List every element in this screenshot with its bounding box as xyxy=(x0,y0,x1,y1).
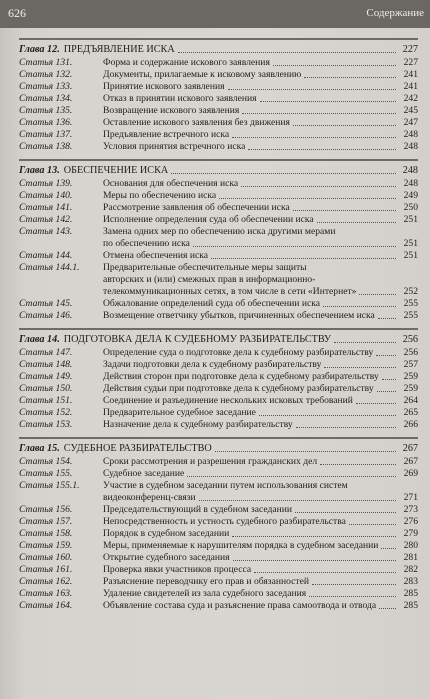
dot-leader xyxy=(193,244,396,247)
toc-entry xyxy=(19,57,418,69)
article-title-text: Участие в судебном заседании путем использования систем xyxy=(103,480,348,491)
dot-leader xyxy=(187,474,396,477)
toc-entry xyxy=(19,468,418,480)
article-page: 285 xyxy=(403,588,418,599)
toc-entry xyxy=(19,540,418,552)
article-title-line xyxy=(103,226,418,238)
article-title: Рассмотрение заявления об обеспечении иска xyxy=(103,202,290,213)
dot-leader xyxy=(382,377,396,380)
article-label: Статья 142. xyxy=(19,214,73,225)
toc-entry xyxy=(19,129,418,141)
toc-entry xyxy=(19,528,418,540)
article-page: 248 xyxy=(403,141,418,152)
article-title: Порядок в судебном заседании xyxy=(103,528,230,539)
article-title-line xyxy=(103,274,418,286)
toc-entry xyxy=(19,202,418,214)
article-label: Статья 144. xyxy=(19,250,73,261)
article-page: 250 xyxy=(403,202,418,213)
toc-entry xyxy=(19,214,418,226)
toc-entry xyxy=(19,395,418,407)
article-title: Предъявление встречного иска xyxy=(103,129,230,140)
article-title: Назначение дела к судебному разбирательству xyxy=(103,419,293,430)
toc-entry xyxy=(19,298,418,310)
article-page: 259 xyxy=(403,383,418,394)
dot-leader xyxy=(248,147,396,150)
article-label: Статья 133. xyxy=(19,81,73,92)
article-label: Статья 161. xyxy=(19,564,73,575)
article-title: Непосредственность и устность судебного разбирательства xyxy=(103,516,346,527)
article-page: 280 xyxy=(403,540,418,551)
article-title: Отказ в принятии искового заявления xyxy=(103,93,257,104)
article-label: Статья 153. xyxy=(19,419,73,430)
chapter-label: Глава 14. xyxy=(19,334,60,345)
article-title-text: по обеспечению иска xyxy=(103,238,190,249)
article-title: Возвращение искового заявления xyxy=(103,105,240,116)
chapter-title: СУДЕБНОЕ РАЗБИРАТЕЛЬСТВО xyxy=(63,443,212,454)
chapter-divider xyxy=(19,437,418,439)
article-title-text: Замена одних мер по обеспечению иска другими мерами xyxy=(103,226,336,237)
article-title: Предварительное судебное заседание xyxy=(103,407,256,418)
dot-leader xyxy=(324,365,396,368)
article-label: Статья 162. xyxy=(19,576,73,587)
article-page: 241 xyxy=(403,69,418,80)
chapter-title: ПРЕДЪЯВЛЕНИЕ ИСКА xyxy=(63,44,175,55)
dot-leader xyxy=(293,208,396,211)
chapter-page: 227 xyxy=(402,44,418,55)
toc-entry xyxy=(19,69,418,81)
toc-entry xyxy=(19,262,418,298)
article-title: Оставление искового заявления без движения xyxy=(103,117,290,128)
article-page: 247 xyxy=(403,117,418,128)
chapter-page: 248 xyxy=(402,165,418,176)
article-title: Разъяснение переводчику его прав и обязанностей xyxy=(103,576,310,587)
dot-leader xyxy=(242,111,396,114)
article-label: Статья 152. xyxy=(19,407,73,418)
article-page: 251 xyxy=(403,238,418,249)
dot-leader xyxy=(215,449,396,452)
toc-chapter xyxy=(19,159,418,322)
article-page: 255 xyxy=(403,310,418,321)
toc-entry xyxy=(19,359,418,371)
chapter-page: 267 xyxy=(402,443,418,454)
toc-chapter xyxy=(19,328,418,431)
dot-leader xyxy=(378,316,396,319)
toc-entry xyxy=(19,576,418,588)
article-page: 271 xyxy=(403,492,418,503)
article-title: Документы, прилагаемые к исковому заявлению xyxy=(103,69,302,80)
article-page: 227 xyxy=(403,57,418,68)
toc-entry xyxy=(19,600,418,612)
article-page: 285 xyxy=(403,600,418,611)
article-label: Статья 164. xyxy=(19,600,73,611)
article-page: 248 xyxy=(403,129,418,140)
dot-leader xyxy=(228,87,397,90)
article-page: 283 xyxy=(403,576,418,587)
article-title-line xyxy=(103,238,418,250)
dot-leader xyxy=(376,353,396,356)
dot-leader xyxy=(254,570,396,573)
article-title xyxy=(103,226,418,250)
toc-entry xyxy=(19,93,418,105)
toc-entry xyxy=(19,190,418,202)
toc-entry xyxy=(19,117,418,129)
article-page: 273 xyxy=(403,504,418,515)
dot-leader xyxy=(178,50,396,53)
dot-leader xyxy=(241,184,396,187)
article-page: 281 xyxy=(403,552,418,563)
chapter-divider xyxy=(19,159,418,161)
chapter-title: ОБЕСПЕЧЕНИЕ ИСКА xyxy=(63,165,169,176)
toc-entry xyxy=(19,250,418,262)
article-page: 251 xyxy=(403,250,418,261)
article-title: Действия сторон при подготовке дела к судебному разбирательству xyxy=(103,371,379,382)
dot-leader xyxy=(233,558,396,561)
article-title-line xyxy=(103,262,418,274)
toc-entry xyxy=(19,383,418,395)
article-title: Задачи подготовки дела к судебному разбирательству xyxy=(103,359,322,370)
dot-leader xyxy=(199,498,396,501)
toc-entry xyxy=(19,504,418,516)
article-label: Статья 146. xyxy=(19,310,73,321)
article-title: Возмещение ответчику убытков, причиненных обеспечением иска xyxy=(103,310,375,321)
dot-leader xyxy=(273,63,396,66)
dot-leader xyxy=(323,304,396,307)
page-header xyxy=(0,0,430,28)
toc-entry xyxy=(19,516,418,528)
toc-entry xyxy=(19,407,418,419)
article-label: Статья 131. xyxy=(19,57,73,68)
chapter-title: ПОДГОТОВКА ДЕЛА К СУДЕБНОМУ РАЗБИРАТЕЛЬСТВУ xyxy=(63,334,332,345)
chapter-divider xyxy=(19,38,418,40)
article-title: Председательствующий в судебном заседании xyxy=(103,504,293,515)
article-label: Статья 159. xyxy=(19,540,73,551)
dot-leader xyxy=(381,546,396,549)
article-label: Статья 145. xyxy=(19,298,73,309)
toc-entry xyxy=(19,105,418,117)
article-label: Статья 132. xyxy=(19,69,73,80)
article-page: 255 xyxy=(403,298,418,309)
toc-entry xyxy=(19,371,418,383)
article-label: Статья 144.1. xyxy=(19,262,80,273)
article-page: 256 xyxy=(403,347,418,358)
article-title-line xyxy=(103,492,418,504)
article-title: Меры по обеспечению иска xyxy=(103,190,217,201)
dot-leader xyxy=(304,75,396,78)
article-title xyxy=(103,262,418,298)
article-label: Статья 138. xyxy=(19,141,73,152)
article-label: Статья 143. xyxy=(19,226,73,237)
article-title: Проверка явки участников процесса xyxy=(103,564,252,575)
chapter-label: Глава 15. xyxy=(19,443,60,454)
dot-leader xyxy=(232,135,396,138)
article-page: 266 xyxy=(403,419,418,430)
article-title: Удаление свидетелей из зала судебного заседания xyxy=(103,588,307,599)
article-page: 259 xyxy=(403,371,418,382)
article-title: Принятие искового заявления xyxy=(103,81,225,92)
table-of-contents xyxy=(19,38,418,618)
article-label: Статья 160. xyxy=(19,552,73,563)
dot-leader xyxy=(232,534,396,537)
article-title: Сроки рассмотрения и разрешения гражданских дел xyxy=(103,456,318,467)
article-title: Объявление состава суда и разъяснение права самоотвода и отвода xyxy=(103,600,377,611)
article-title: Определение суда о подготовке дела к судебному разбирательству xyxy=(103,347,374,358)
toc-entry xyxy=(19,552,418,564)
article-title: Условия принятия встречного иска xyxy=(103,141,246,152)
dot-leader xyxy=(171,171,396,174)
toc-entry xyxy=(19,564,418,576)
toc-chapter xyxy=(19,38,418,153)
article-label: Статья 135. xyxy=(19,105,73,116)
article-label: Статья 149. xyxy=(19,371,73,382)
article-page: 264 xyxy=(403,395,418,406)
article-label: Статья 155.1. xyxy=(19,480,80,491)
dot-leader xyxy=(356,401,396,404)
article-page: 267 xyxy=(403,456,418,467)
article-title: Форма и содержание искового заявления xyxy=(103,57,270,68)
dot-leader xyxy=(379,606,396,609)
article-title xyxy=(103,480,418,504)
article-label: Статья 163. xyxy=(19,588,73,599)
article-title: Отмена обеспечения иска xyxy=(103,250,209,261)
article-title-text: Предварительные обеспечительные меры защиты xyxy=(103,262,307,273)
article-page: 265 xyxy=(403,407,418,418)
article-label: Статья 147. xyxy=(19,347,73,358)
article-title: Основания для обеспечения иска xyxy=(103,178,239,189)
dot-leader xyxy=(219,196,396,199)
article-label: Статья 137. xyxy=(19,129,73,140)
article-label: Статья 150. xyxy=(19,383,73,394)
chapter-label: Глава 12. xyxy=(19,44,60,55)
article-title: Судебное заседание xyxy=(103,468,185,479)
chapter-page: 256 xyxy=(402,334,418,345)
chapter-heading xyxy=(19,43,418,56)
article-page: 269 xyxy=(403,468,418,479)
toc-entry xyxy=(19,347,418,359)
article-label: Статья 136. xyxy=(19,117,73,128)
dot-leader xyxy=(320,462,396,465)
dot-leader xyxy=(295,510,396,513)
toc-entry xyxy=(19,81,418,93)
chapter-divider xyxy=(19,328,418,330)
article-label: Статья 140. xyxy=(19,190,73,201)
article-page: 242 xyxy=(403,93,418,104)
article-page: 248 xyxy=(403,178,418,189)
toc-entry xyxy=(19,480,418,504)
page-number: 626 xyxy=(8,6,26,20)
toc-entry xyxy=(19,456,418,468)
article-page: 249 xyxy=(403,190,418,201)
toc-entry xyxy=(19,178,418,190)
article-title-line xyxy=(103,480,418,492)
chapter-label: Глава 13. xyxy=(19,165,60,176)
running-head: Содержание xyxy=(366,7,424,19)
article-label: Статья 141. xyxy=(19,202,73,213)
article-label: Статья 139. xyxy=(19,178,73,189)
article-label: Статья 156. xyxy=(19,504,73,515)
chapter-heading xyxy=(19,333,418,346)
article-title: Обжалование определений суда об обеспечении иска xyxy=(103,298,321,309)
dot-leader xyxy=(359,292,396,295)
article-label: Статья 134. xyxy=(19,93,73,104)
chapter-heading xyxy=(19,164,418,177)
article-title: Меры, применяемые к нарушителям порядка в судебном заседании xyxy=(103,540,379,551)
dot-leader xyxy=(349,522,396,525)
article-label: Статья 157. xyxy=(19,516,73,527)
article-label: Статья 151. xyxy=(19,395,73,406)
toc-entry xyxy=(19,141,418,153)
toc-entry xyxy=(19,226,418,250)
dot-leader xyxy=(377,389,396,392)
dot-leader xyxy=(334,340,396,343)
toc-entry xyxy=(19,588,418,600)
toc-chapter xyxy=(19,437,418,612)
article-label: Статья 154. xyxy=(19,456,73,467)
dot-leader xyxy=(309,594,396,597)
dot-leader xyxy=(260,99,396,102)
article-page: 282 xyxy=(403,564,418,575)
article-page: 251 xyxy=(403,214,418,225)
toc-entry xyxy=(19,419,418,431)
article-title-text: видеоконференц-связи xyxy=(103,492,196,503)
article-title: Соединение и разъединение нескольких исковых требований xyxy=(103,395,353,406)
article-page: 257 xyxy=(403,359,418,370)
article-title-text: телекоммуникационных сетях, в том числе в сети «Интернет» xyxy=(103,286,357,297)
article-page: 252 xyxy=(403,286,418,297)
article-title: Исполнение определения суда об обеспечении иска xyxy=(103,214,314,225)
dot-leader xyxy=(296,425,396,428)
article-title: Открытие судебного заседания xyxy=(103,552,230,563)
dot-leader xyxy=(293,123,396,126)
dot-leader xyxy=(317,220,396,223)
article-page: 276 xyxy=(403,516,418,527)
article-label: Статья 148. xyxy=(19,359,73,370)
article-label: Статья 155. xyxy=(19,468,73,479)
dot-leader xyxy=(211,256,396,259)
article-title-text: авторских и (или) смежных прав в информационно- xyxy=(103,274,316,285)
article-title-line xyxy=(103,286,418,298)
dot-leader xyxy=(259,413,396,416)
article-title: Действия судьи при подготовке дела к судебному разбирательству xyxy=(103,383,374,394)
chapter-heading xyxy=(19,442,418,455)
toc-entry xyxy=(19,310,418,322)
article-page: 241 xyxy=(403,81,418,92)
dot-leader xyxy=(312,582,396,585)
article-label: Статья 158. xyxy=(19,528,73,539)
article-page: 245 xyxy=(403,105,418,116)
article-page: 279 xyxy=(403,528,418,539)
